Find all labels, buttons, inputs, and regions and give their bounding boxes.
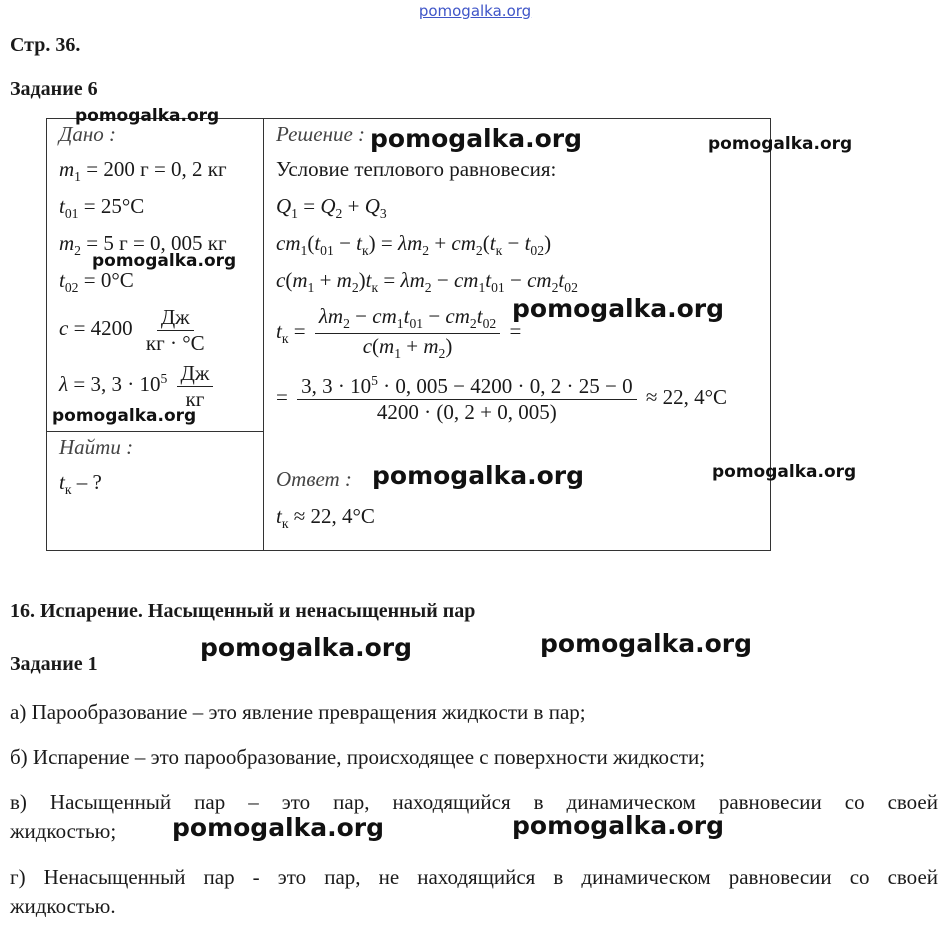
watermark: pomogalka.org (75, 106, 220, 126)
definition-c-cont: жидкостью; (10, 819, 117, 843)
watermark: pomogalka.org (370, 124, 583, 153)
watermark: pomogalka.org (512, 294, 725, 323)
solution-intro: Условие теплового равновесия: (276, 157, 557, 181)
watermark: pomogalka.org (708, 134, 853, 154)
given-lambda: λ = 3, $3 \cdot 10^5$ $\frac{Дж}{кг}$ (59, 357, 263, 407)
watermark: pomogalka.org (372, 461, 585, 490)
watermark: pomogalka.org (540, 629, 753, 658)
definition-c: в) Насыщенный пар – это пар, находящийся в динамическом равновесии со своей (10, 790, 938, 814)
given-c: c = 4200 $\frac{Дж}{кг \cdot ^\circ C}$ (59, 304, 205, 355)
given-t01: $t_{01} = 25^\circ C$ (59, 194, 145, 222)
given-cell (47, 119, 264, 432)
find-cell (47, 432, 264, 551)
watermark: pomogalka.org (712, 462, 857, 482)
given-header: Дано : (59, 122, 117, 146)
equation-5: = $\frac{3, 3 \cdot 10^5 \cdot 0, 005 - 4200 \cdot 0, 2 \cdot 25 - 0}{4200 \cdot (0, 2 + 0, 005)}$ ≈ 22, 4°C (276, 373, 728, 425)
watermark: pomogalka.org (512, 811, 725, 840)
given-m1: $m_1 = 200$ г = 0, 2 кг (59, 157, 227, 185)
answer-value: $t_к \approx 22$, 4°C (276, 504, 375, 532)
watermark: pomogalka.org (172, 813, 385, 842)
definition-b: б) Испарение – это парообразование, происходящее с поверхности жидкости; (10, 745, 706, 769)
equation-1: $Q_1 = Q_2 + Q_3$ (276, 194, 387, 222)
given-t02: $t_{02} = 0^\circ C$ (59, 268, 134, 296)
equation-3: $c(m_1 + m_2)t_к = \lambda m_2 - cm_1t_{01} - cm_2t_{02}$ (276, 268, 578, 296)
equation-2: $cm_1(t_{01} - t_к) = \lambda m_2 + cm_2(t_к - t_{02})$ (276, 231, 552, 259)
find-header: Найти : (59, 435, 134, 459)
page-label: Стр. 36. (10, 34, 81, 56)
watermark: pomogalka.org (200, 633, 413, 662)
site-link[interactable]: pomogalka.org (418, 2, 532, 20)
watermark: pomogalka.org (92, 251, 237, 271)
section-title: 16. Испарение. Насыщенный и ненасыщенный пар (10, 600, 476, 622)
definition-a: а) Парообразование – это явление превращения жидкости в пар; (10, 700, 586, 724)
given-m2: $m_2 = 5$ г = 0, 005 кг (59, 231, 227, 259)
task-6-title: Задание 6 (10, 78, 98, 100)
equation-4: $t_к$ = $\frac{\lambda m_2 - cm_1t_{01} - cm_2t_{02}}{c(m_1 + m_2)}$ = (276, 304, 522, 361)
definition-d: г) Ненасыщенный пар - это пар, не находящийся в динамическом равновесии со своей (10, 865, 938, 889)
task-1-title: Задание 1 (10, 653, 98, 675)
watermark: pomogalka.org (52, 406, 197, 426)
definition-d-cont: жидкостью. (10, 894, 116, 918)
solution-header: Решение : (276, 122, 366, 146)
answer-header: Ответ : (276, 467, 352, 491)
find-value: $t_к$ – ? (59, 470, 102, 498)
